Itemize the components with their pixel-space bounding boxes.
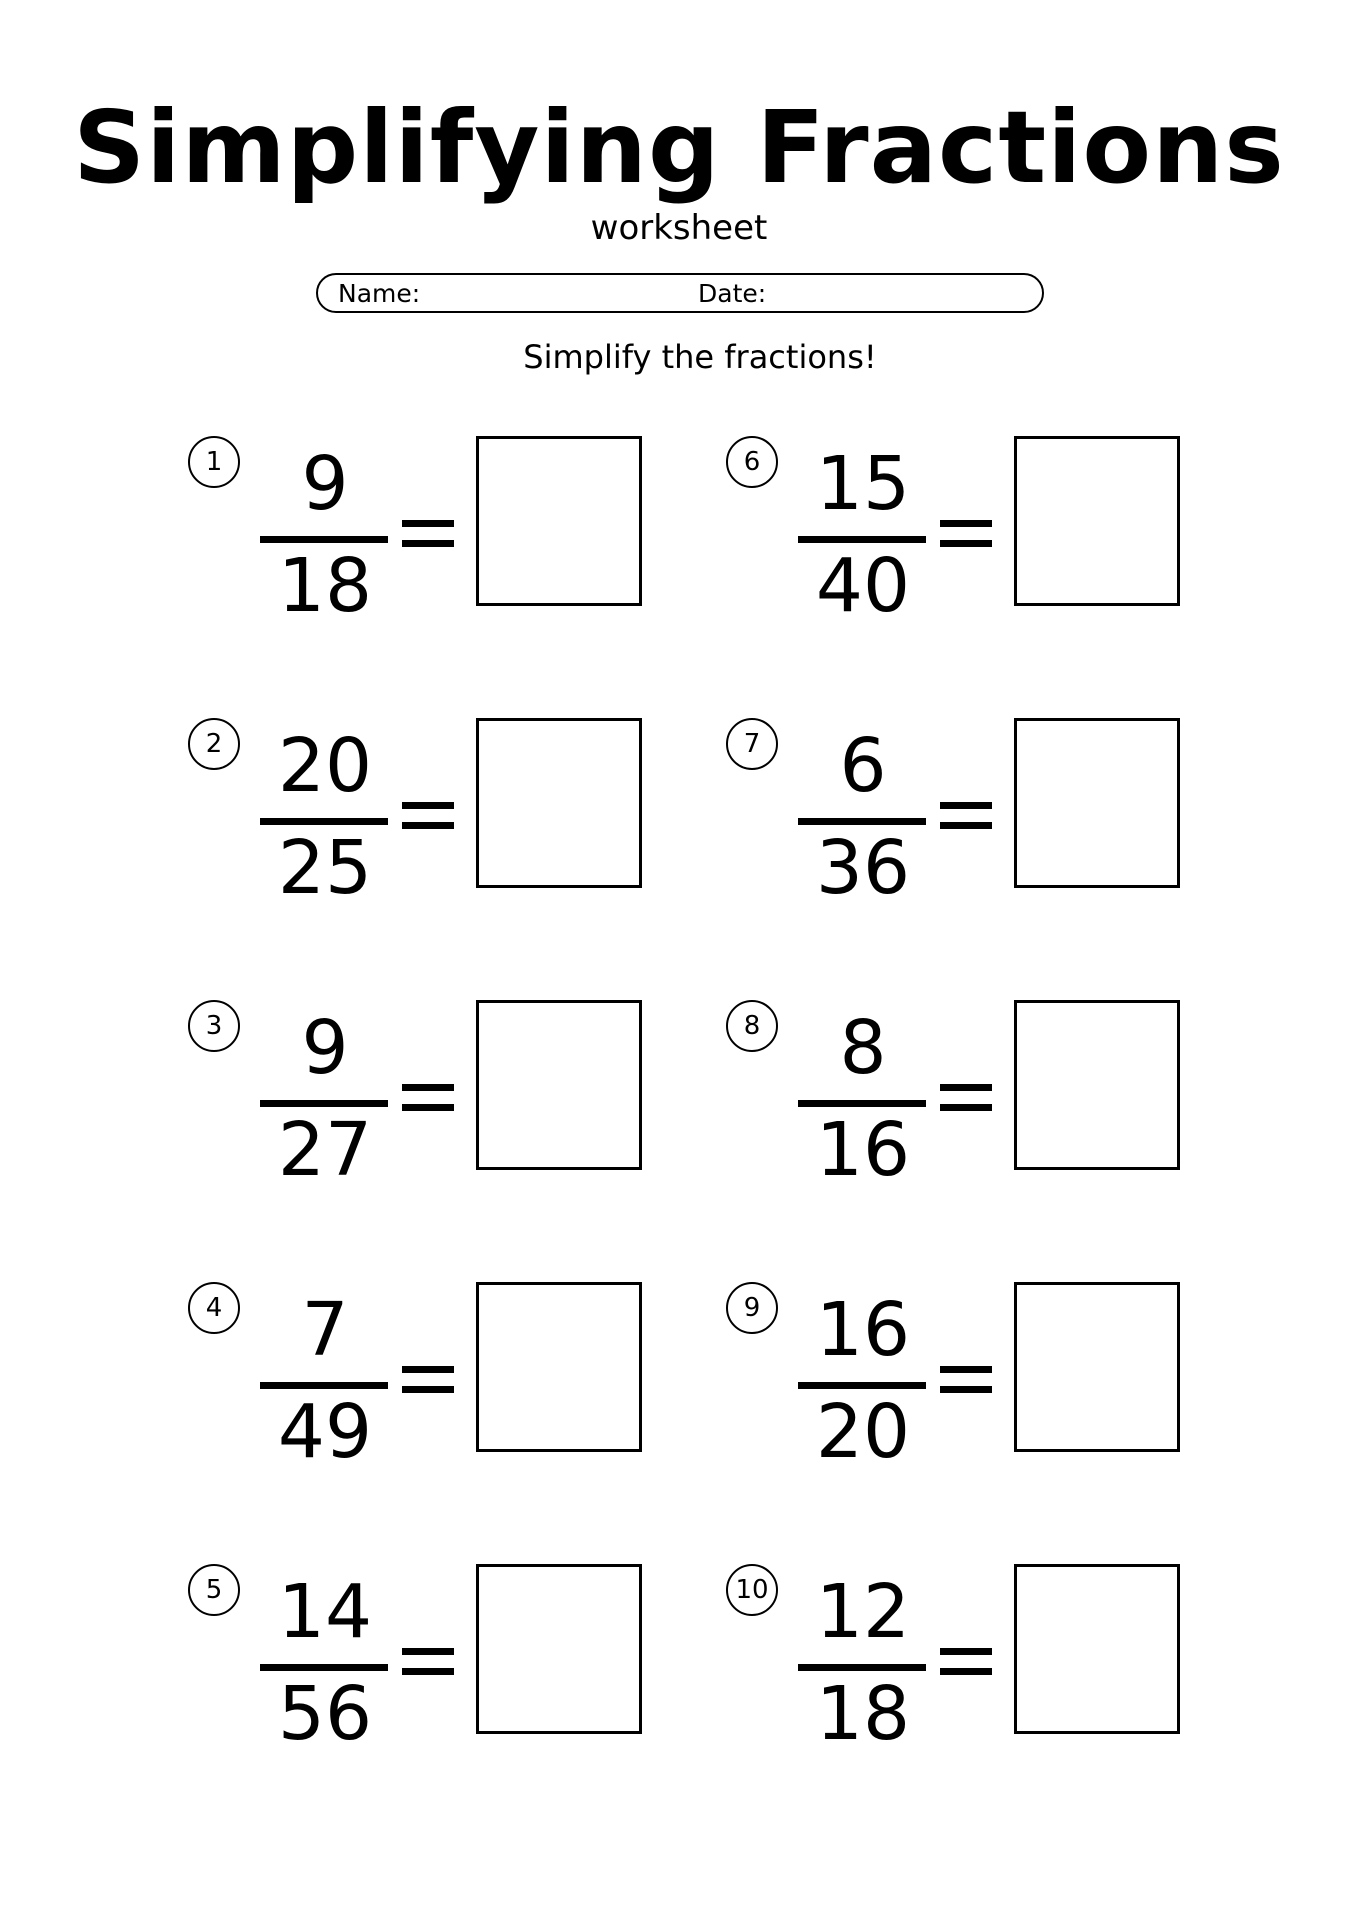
fraction-bar: [798, 818, 926, 825]
answer-box[interactable]: [476, 1000, 642, 1170]
problem-number: 4: [188, 1282, 240, 1334]
numerator: 9: [301, 1005, 349, 1091]
denominator: 27: [277, 1107, 373, 1193]
equals-sign: [940, 1642, 992, 1678]
fraction-bar: [798, 536, 926, 543]
problem-number: 5: [188, 1564, 240, 1616]
problem-item: [726, 436, 1206, 629]
answer-box[interactable]: [476, 1282, 642, 1452]
equals-sign: [402, 1360, 454, 1396]
problem-number: 3: [188, 1000, 240, 1052]
equals-sign: [940, 1078, 992, 1114]
numerator: 14: [277, 1569, 373, 1655]
numerator: 16: [815, 1287, 911, 1373]
problem-number: 6: [726, 436, 778, 488]
answer-box[interactable]: [1014, 718, 1180, 888]
numerator: 8: [839, 1005, 887, 1091]
answer-box[interactable]: [1014, 1000, 1180, 1170]
problem-item: [188, 1282, 668, 1475]
name-label: Name:: [338, 279, 421, 308]
answer-box[interactable]: [1014, 1282, 1180, 1452]
denominator: 18: [815, 1671, 911, 1757]
denominator: 18: [277, 543, 373, 629]
answer-box[interactable]: [1014, 1564, 1180, 1734]
numerator: 20: [277, 723, 373, 809]
problem-number: 2: [188, 718, 240, 770]
numerator: 6: [839, 723, 887, 809]
instruction-text: Simplify the fractions!: [523, 338, 877, 376]
fraction-bar: [798, 1664, 926, 1671]
problem-number: 1: [188, 436, 240, 488]
numerator: 15: [815, 441, 911, 527]
problem-item: [188, 1000, 668, 1193]
equals-sign: [940, 514, 992, 550]
problem-item: [188, 718, 668, 911]
equals-sign: [402, 514, 454, 550]
denominator: 25: [277, 825, 373, 911]
equals-sign: [402, 1642, 454, 1678]
denominator: 36: [815, 825, 911, 911]
fraction-bar: [798, 1100, 926, 1107]
date-label: Date:: [698, 279, 767, 308]
problem-number: 7: [726, 718, 778, 770]
problem-number: 9: [726, 1282, 778, 1334]
numerator: 7: [301, 1287, 349, 1373]
answer-box[interactable]: [476, 718, 642, 888]
worksheet-title: Simplifying Fractions: [73, 89, 1285, 206]
equals-sign: [402, 1078, 454, 1114]
worksheet-subtitle: worksheet: [590, 208, 768, 248]
problem-item: [726, 1000, 1206, 1193]
answer-box[interactable]: [476, 436, 642, 606]
problem-item: [188, 1564, 668, 1757]
fraction-bar: [260, 1664, 388, 1671]
problem-item: [188, 436, 668, 629]
fraction-bar: [260, 1382, 388, 1389]
problem-item: [726, 1564, 1206, 1757]
denominator: 20: [815, 1389, 911, 1475]
equals-sign: [940, 1360, 992, 1396]
equals-sign: [940, 796, 992, 832]
numerator: 9: [301, 441, 349, 527]
problem-item: [726, 1282, 1206, 1475]
name-date-bar: [316, 273, 1044, 313]
fraction-bar: [260, 818, 388, 825]
equals-sign: [402, 796, 454, 832]
denominator: 40: [815, 543, 911, 629]
fraction-bar: [260, 1100, 388, 1107]
numerator: 12: [815, 1569, 911, 1655]
denominator: 16: [815, 1107, 911, 1193]
answer-box[interactable]: [476, 1564, 642, 1734]
problem-number: 10: [726, 1564, 778, 1616]
answer-box[interactable]: [1014, 436, 1180, 606]
fraction-bar: [260, 536, 388, 543]
denominator: 56: [277, 1671, 373, 1757]
denominator: 49: [277, 1389, 373, 1475]
problem-number: 8: [726, 1000, 778, 1052]
problem-item: [726, 718, 1206, 911]
fraction-bar: [798, 1382, 926, 1389]
